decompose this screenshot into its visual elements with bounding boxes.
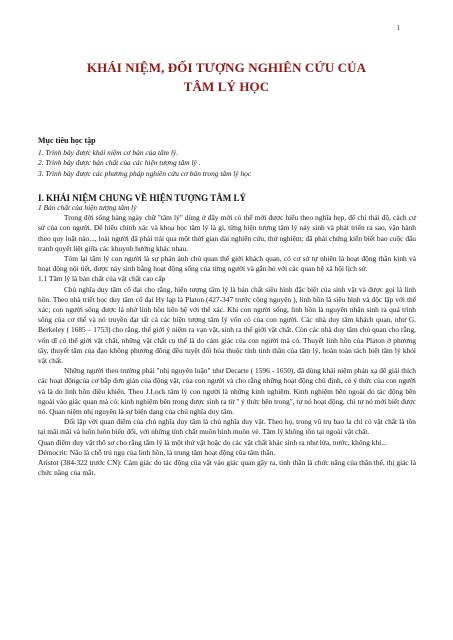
paragraph: Những người theo trường phái "nhị nguyên luận" như Decarte ( 1596 - 1650), đã dùng khái niệm phản xạ để giải thích các hoạt độngcủa cơ bắp đơn giản của động vật, của con người và cho rằng những hoạt động chủ định, có ý thức của con người và là do linh hồn điều khiển. Theo J.Lock tâm lý con người là những kinh nghiệm. Kinh nghiệm bên ngoài do tác động bên ngoài vào giác quan mà có; kinh nghiệm bên trong được sinh ra từ " ý thức bên trong", tự nó hoạt động, chỉ tự nó mới biết được nó. Quan niệm nhị nguyên là sự biện dạng của chủ nghĩa duy tâm. <box>38 366 416 417</box>
document-title-line-1: KHÁI NIỆM, ĐỐI TƯỢNG NGHIÊN CỨU CỦA <box>86 60 367 75</box>
paragraph: Đối lập với quan điểm của chủ nghĩa duy tâm là chủ nghĩa duy vật. Theo họ, trong vũ trụ bao la chỉ có vật chất là tồn tại mãi mãi và luôn luôn biến đổi, với những tính chất muôn hình muôn vẻ. Tâm lý không tồn tại ngoài vật chất. <box>38 417 416 437</box>
subsection-heading: 1.1 Tâm lý là bản chất của vật chất cao cấp <box>38 274 166 284</box>
subsection-heading: 1 Bản chất của hiện tượng tâm lý <box>38 203 137 213</box>
paragraph: Aristot (384-322 trước CN): Cảm giác do tác động của vật vào giác quan gây ra, tinh thần là chức năng của thân thể, thị giác là chức năng của mắt. <box>38 458 416 478</box>
paragraph: Quan điểm duy vật thô sơ cho rằng tâm lý là một thứ vật hoặc do các vật chất khác sinh ra như lửa, nước, không khí... <box>38 437 387 447</box>
paragraph: Trong đời sống hàng ngày chữ "tâm lý" dùng ở đây mới có thể mới được hiểu theo nghĩa hẹp, để chỉ thái độ, cách cư sử của con người. Để hiểu chính xác và khoa học tâm lý là gì, từng hiện tượng tâm lý nảy sinh và phát triển ra sao, vận hành theo quy luật nào..., loài người đã phải trải qua một thời gian dài nghiên cứu, thử nghiệm; đã phải chứng kiến biết bao cuộc đấu tranh quyết liệt giữa các khuynh hướng khác nhau. <box>38 213 416 253</box>
paragraph: Chủ nghĩa duy tâm cổ đại cho rằng, hiện tượng tâm lý là bản chất siêu hình đặc biệt của sinh vật và được gọi là linh hồn. Theo nhà triết học duy tâm cổ đại Hy lạp là Platon (427-347 trước công nguyên ), linh hồn là siêu hình và độc lập với thể xác; con người sống được là nhờ linh hồn liên hệ với thể xác. Khi con người sống, linh hồn là nguyên nhân sinh ra quá trình sống của cơ thể và nó truyền đạt tất cả các hiện tượng tâm lý vốn có của con người. Các nhà duy tâm khách quan, như G. Berkeley ( 1685 – 1753) cho rằng, thế giới ý niệm ra vạn vật, sinh ra thế giới vật chất. Còn các nhà duy tâm chủ quan cho rằng, vốn dĩ có thế giới vật chất, những vật chất cụ thể là do cảm giác của con người mà có. Thuyết linh hồn của Platon ở phương tây, thuyết tâm của đạo không phương đông đều tuyệt đối hóa thuộc tính tinh thần của tâm lý, hoàn toàn tách biệt tâm lý khỏi vật chất. <box>38 284 416 366</box>
section-heading: I. KHÁI NIỆM CHUNG VỀ HIỆN TƯỢNG TÂM LÝ <box>38 192 246 203</box>
document-title-line-2: TÂM LÝ HỌC <box>183 79 270 94</box>
objective-item: 1. Trình bày được khái niệm cơ bản của tâm lý. <box>38 148 179 158</box>
objectives-heading: Mục tiêu học tập <box>38 136 96 145</box>
paragraph: Tóm lại tâm lý con người là sự phản ánh chủ quan thế giới khách quan, có cơ sở tự nhiên là hoạt động thần kinh và hoạt động nội tiết, được nảy sinh bằng hoạt động sống của từng người và gắn bó với các quan hệ xã hội lịch sử. <box>38 254 416 274</box>
objective-item: 3. Trình bày được các phương pháp nghiên cứu cơ bản trong tâm lý học <box>38 168 252 178</box>
objective-item: 2. Trình bày được bản chất của các hiện tượng tâm lý . <box>38 158 201 168</box>
paragraph: Démocrit: Não là chỗ trú ngụ của linh hồn, là trung tâm hoạt động của tâm thần. <box>38 447 276 457</box>
document-body <box>38 136 416 479</box>
page-number: 1 <box>396 24 400 32</box>
